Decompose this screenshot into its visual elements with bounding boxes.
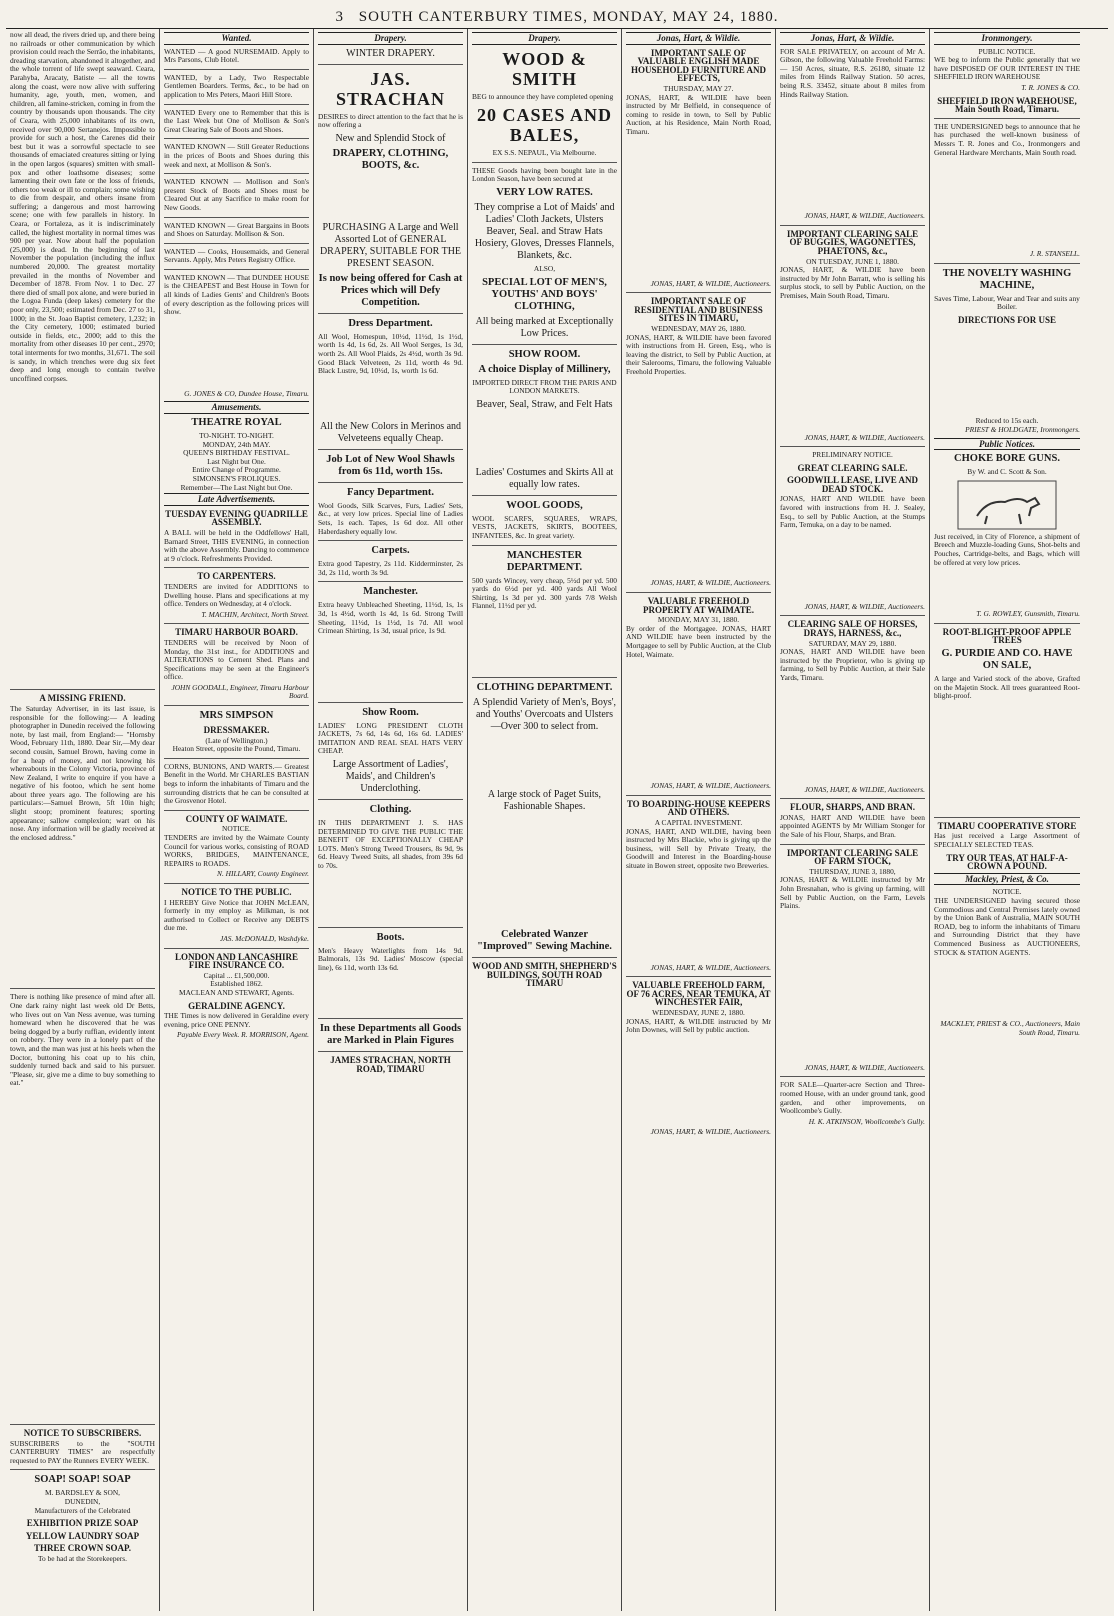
purdie-body: A large and Varied stock of the above, Grafted on the Majetin Stock. All trees guaranteed Root-blight-proof. [934,674,1080,701]
columns [6,29,1108,1611]
clothing-dept-list [472,736,617,786]
auction-signature: JONAS, HART, & WILDIE, Auctioneers. [650,1126,771,1136]
manchester-list-2 [472,613,617,673]
auction-date: THURSDAY, MAY 27. [663,83,734,93]
wanted-ad: WANTED KNOWN — Great Bargains in Boots and Shoes on Saturday. Mollison & Son. [164,220,309,239]
auction-date: WEDNESDAY, JUNE 2, 1880. [652,1007,745,1017]
corns-ad: CORNS, BUNIONS, AND WARTS.— Greatest Benefit in the World. Mr CHARLES BASTIAN begs to inform the inhabitants of Timaru and the surrounding districts that he can be consulted at the Grosvenor Hotel. [164,761,309,806]
clothing-title: Clothing. [369,804,412,816]
jones-signature: T. R. JONES & CO. [1021,82,1080,92]
boots-list [318,974,463,1014]
dog-woodcut-icon [957,480,1057,530]
strachan-new-stock: New and Splendid Stock of [335,132,446,144]
jhw-signature: JONAS, HART, & WILDIE, Auctioneers. [804,1062,925,1072]
farm-list [780,913,925,1063]
coop-body: Has just received a Large Assortment of SPECIALLY SELECTED TEAS. [934,831,1080,849]
horses-title: CLEARING SALE OF HORSES, DRAYS, HARNESS, &c., [787,619,918,639]
horses-list [780,685,925,785]
section-header-late: Late Advertisements. [164,493,309,506]
theatre-line: QUEEN'S BIRTHDAY FESTIVAL. [183,448,290,458]
sewing-machine: Celebrated Wanzer "Improved" Sewing Machine. [477,928,612,952]
section-header-drapery: Drapery. [318,32,463,45]
underclothing: Large Assortment of Ladies', Maids', and Children's Underclothing. [332,759,449,795]
auction-date: MONDAY, MAY 31, 1880. [657,615,740,625]
column-2 [160,29,314,1611]
theatre-line: Entire Change of Programme. [192,465,281,475]
section-header-ironmongery: Ironmongery. [934,32,1080,45]
plain-figures: In these Departments all Goods are Marked in Plain Figures [319,1023,462,1047]
soap-yellow: YELLOW LAUNDRY SOAP [25,1530,140,1541]
harbour-body: TENDERS will be received by Noon of Monday, the 31st inst., for ADDITIONS and ALTERATIONS to Cement Shed. Plans and Specifications may be seen at the Engineer's office. [164,637,309,682]
sheffield-warehouse: SHEFFIELD IRON WAREHOUSE, Main South Road, Timaru. [937,95,1077,115]
jhw-signature: JONAS, HART, & WILDIE, Auctioneers. [804,601,925,611]
auction-title: VALUABLE FREEHOLD PROPERTY AT WAIMATE. [643,596,754,615]
section-header-wanted: Wanted. [164,32,309,45]
boots-title: Boots. [376,931,405,943]
private-sale: FOR SALE PRIVATELY, on account of Mr A. Gibson, the following Valuable Freehold Farms:— 150 Acres, situate, R.S. 26180, situate 12 miles from Hinds Railway Station. 50 acres, being R.S. 33452, situate about 8 miles from Hinds Railway Station. [780,46,925,99]
strachan-name: JAS. STRACHAN [335,68,445,109]
wood-smith-signature: WOOD AND SMITH, SHEPHERD'S BUILDINGS, SOUTH ROAD TIMARU [472,960,617,989]
flour-title: FLOUR, SHARPS, AND BRAN. [789,802,915,813]
manchester-list [318,638,463,698]
auction-list [626,378,771,578]
public-notice-body: I HEREBY Give Notice that JOHN McLEAN, formerly in my employ as Milkman, is not authorised to Collect or Receive any DEBTS due me. [164,897,309,933]
article-continuation [10,385,155,685]
wood-smith-intro: BEG to announce they have completed opening [472,91,614,101]
simpson-late: (Late of Wellington.) [205,735,268,745]
harbour-title: TIMARU HARBOUR BOARD. [175,627,298,638]
horses-body: JONAS, HART AND WILDIE have been instructed by the Proprietor, who is giving up farming, to Sell by Public Auction, at their Sale Yards, Timaru. [780,647,925,682]
section-header-mackley: Mackley, Priest, & Co. [934,873,1080,886]
carpets-title: Carpets. [371,545,410,557]
auction-list [626,1037,771,1127]
buggies-list [780,303,925,433]
page-number: 3 [335,9,344,25]
buggies-date: ON TUESDAY, JUNE 1, 1880. [806,256,899,266]
auction-title: IMPORTANT SALE OF VALUABLE ENGLISH MADE HOUSEHOLD FURNITURE AND EFFECTS, [630,47,767,84]
hats: Beaver, Seal, Straw, and Felt Hats [476,398,613,410]
purdie-title: G. PURDIE AND CO. HAVE ON SALE, [941,648,1073,672]
jhw-signature: JONAS, HART, & WILDIE, Auctioneers. [804,211,925,221]
showroom-title: Show Room. [362,706,419,718]
missing-friend-title: A MISSING FRIEND. [39,693,126,704]
buggies-body: JONAS, HART, & WILDIE have been instructed by Mr John Barratt, who is selling his surplus stock, to sell by Public Auction, on the Premises, Main South Road, Timaru. [780,265,925,300]
dress-title: Dress Department. [348,317,433,329]
horses-date: SATURDAY, MAY 29, 1880. [808,638,897,648]
wanted-ad: WANTED KNOWN — That DUNDEE HOUSE is the CHEAPEST and Best House in Town for all kinds of Ladies Gents' and Children's Boots of every description as the following prices will show. [164,272,309,317]
clothing-list [318,873,463,923]
soap-firm: M. BARDSLEY & SON, [44,1488,121,1498]
soap-where: To be had at the Storekeepers. [38,1553,127,1563]
quadrille-title: TUESDAY EVENING QUADRILLE ASSEMBLY. [165,508,308,528]
wanted-ad: WANTED, by a Lady, Two Respectable Gentlemen Boarders. Terms, &c., to be had on application to Mrs Peters, Maori Hill Store. [164,72,309,99]
masthead [6,6,1108,29]
paget-list [472,816,617,926]
washing-tagline: Saves Time, Labour, Wear and Tear and suits any Boiler. [934,293,1080,312]
millinery: A choice Display of Millinery, [478,363,611,375]
masthead-title: SOUTH CANTERBURY TIMES, MONDAY, MAY 24, 1880. [358,9,779,25]
carpenters-signature: T. MACHIN, Architect, North Street. [201,609,309,619]
fancy-body: Wool Goods, Silk Scarves, Furs, Ladies' Sets, &c., at very low prices. Special line of Ladies Sets, 1s each. Tapes, 1s 6d doz. All other Haberdashery equally low. [318,500,463,536]
insurance-agency: GERALDINE AGENCY. [188,1000,285,1011]
wanted-ad: WANTED Every one to Remember that this is the Last Week but One of Mollison & Son's Great Clearing Sale of Boots and Shoes. [164,107,309,134]
insurance-established: Established 1862. [210,979,263,989]
soap-line: Manufacturers of the Celebrated [34,1505,131,1515]
missing-friend-body: The Saturday Advertiser, in its last issue, is responsible for the following:— A leading photographer in Dunedin received the following note, by last mail, from England:— "Hornsby Wood, February 11th, 1880. Dear Sir,—My dear second cousin, Samuel Brown, having come in for a heap of money, and not knowing his whereabouts in the Colony Victoria, province of New Zealand, I write to enquire if you have a negative of his footoo, which he sent home about three years ago. The following are his particulars:—Samuel Brown, 5ft 10in high; slight stoop; prominent features; sporting appearance; sallow complexion; wart on his nose. Any information will be gladly received at the enclosed address." [10,703,155,842]
waimate-body: TENDERS are invited by the Waimate County Council for various works, consisting of ROAD WORKS, BRIDGES, MAINTENANCE, REPAIRS to ROADS. [164,833,309,868]
guns-list [934,569,1080,609]
times-signature: Payable Every Week. R. MORRISON, Agent. [177,1030,309,1040]
atkinson-signature: H. K. ATKINSON, Woollcombe's Gully. [808,1116,925,1126]
theatre-line: Remember—The Last Night but One. [180,482,293,492]
cases: 20 CASES AND BALES, [476,105,613,146]
auction-title: IMPORTANT SALE OF RESIDENTIAL AND BUSINESS SITES IN TIMARU, [634,296,763,324]
soap-title: SOAP! SOAP! SOAP [34,1474,131,1486]
bought: THESE Goods having been bought late in the London Season, have been secured at [472,165,617,184]
wanted-ad: WANTED — A good NURSEMAID. Apply to Mrs Parsons, Club Hotel. [164,46,309,65]
dundee-signature: G. JONES & CO, Dundee House, Timaru. [184,388,309,398]
guns-by: By W. and C. Scott & Son. [967,467,1047,477]
showroom-body: LADIES' LONG PRESIDENT CLOTH JACKETS, 7s 6d, 14s 6d, 16s 6d. LADIES' IMITATION AND REAL SEAL HATS VERY CHEAP. [318,720,463,756]
theatre-line: MONDAY, 24th MAY. [202,439,271,449]
auction-body: JONAS, HART, & WILDIE instructed by Mr John Downes, will Sell by public auction. [626,1016,771,1035]
merinos: All the New Colors in Merinos and Velveteens equally Cheap. [319,420,462,444]
also: ALSO, [533,263,556,273]
mackley-list [934,959,1080,1019]
quadrille-body: A BALL will be held in the Oddfellows' Hall, Barnard Street, THIS EVENING, in connection with the above Assembly. Dancing to commence at 9 o'clock. Refreshments Provided. [164,527,309,563]
dress-list [318,378,463,418]
public-notice: PUBLIC NOTICE. [978,46,1036,56]
stansell-list [934,159,1080,249]
carpenters-title: TO CARPENTERS. [197,571,276,582]
mackley-signature: MACKLEY, PRIEST & CO., Auctioneers, Main South Road, Timaru. [940,1019,1080,1037]
times-notice: THE Times is now delivered in Geraldine every evening, price ONE PENNY. [164,1011,309,1029]
auction-body: JONAS, HART, & WILDIE have been favored with instructions from H. Green, Esq., who is leaving the district, to Sell by Public Auction, at their Salerooms, Timaru, the following Valuable Freehold Properties. [626,332,771,376]
strachan-intro: DESIRES to direct attention to the fact that he is now offering a [318,111,463,130]
auction-date: A CAPITAL INVESTMENT. [654,818,743,827]
ship: EX S.S. NEPAUL, Via Melbourne. [492,148,597,158]
apple-trees: ROOT-BLIGHT-PROOF APPLE TREES [942,626,1072,646]
auction-title: TO BOARDING-HOUSE KEEPERS AND OTHERS. [626,798,771,818]
clothing-dept-title: CLOTHING DEPARTMENT. [476,681,613,693]
notice-subscribers-title: NOTICE TO SUBSCRIBERS. [23,1427,142,1438]
private-sale-list [780,101,925,211]
column-1 [6,29,160,1611]
exceptional-prices: All being marked at Exceptionally Low Prices. [475,315,614,339]
auction-body: JONAS, HART, AND WILDIE, having been instructed by Mrs Blackie, who is giving up the business, will Sell by Private Treaty, the Goodwill and Interest in the Boarding-house situate in Bowen street, opposite two Breweries. [626,826,771,870]
section-header-jhw: Jonas, Hart, & Wildie. [626,32,771,45]
anecdote: There is nothing like presence of mind after all. One dark rainy night last week old Dr Betts, who lives out on Van Ness avenue, was turning homeward when he discovered that he was being dogged by a burly ruffian, evidently intent on robbery. They were in a lonely part of the town, and the man was just at his heels when the Doctor, buttoning his coat up to his chin, suddenly turned back and said to his pursuer. "Please, sir, give me a dime to buy something to eat." [10,992,155,1088]
public-notice-title: NOTICE TO THE PUBLIC. [181,886,292,897]
auction-signature: JONAS, HART, & WILDIE, Auctioneers. [650,962,771,972]
waimate-notice: NOTICE. [222,824,251,834]
wool-body: WOOL SCARFS, SQUARES, WRAPS, VESTS, JACKETS, SKIRTS, BOOTEES, INFANTEES, &c. In great variety. [472,513,617,540]
buggies-title: IMPORTANT CLEARING SALE OF BUGGIES, WAGONETTES, PHAETONS, &c., [786,228,919,256]
farm-title: IMPORTANT CLEARING SALE OF FARM STOCK, [786,847,919,867]
carpets-body: Extra good Tapestry, 2s 11d. Kidderminster, 2s 3d, 2s 11d, worth 3s 9d. [318,559,463,577]
section-header-public-notices: Public Notices. [934,438,1080,451]
section-header-jhw-2: Jonas, Hart, & Wildie. [780,32,925,45]
auction-list [626,139,771,279]
auction-body: By order of the Mortgagee. JONAS, HART AND WILDIE have been instructed by the Mortgagee to sell by Public Auction, at the Club Hotel, Waimate. [626,623,771,659]
anecdote-continuation [10,1090,155,1420]
wanted-ad: WANTED KNOWN — Mollison and Son's present Stock of Boots and Shoes must be Cleared Out at any Sacrifice to make room for New Goods. [164,177,309,212]
strachan-signature: JAMES STRACHAN, NORTH ROAD, TIMARU [330,1055,451,1074]
section-header-drapery-2: Drapery. [472,32,617,45]
goodwill-list [780,532,925,602]
washing-price: Reduced to 15s each. [975,415,1039,425]
farm-date: THURSDAY, JUNE 3, 1880, [809,866,896,876]
coop-title: TIMARU COOPERATIVE STORE [937,820,1077,831]
soap-crown: THREE CROWN SOAP. [34,1543,131,1554]
wood-smith-firm: WOOD & SMITH [502,48,587,89]
manchester-body: Extra heavy Unbleached Sheeting, 11½d, 1s, 1s 3d, 1s 4½d, worth 1s 4d, 1s 6d. Strong Twill Sheeting, 11½d, 1s 1½d, 1s 7d. All wool Crimean Shirting, 1s 3d, usual price, 1s 9d. [318,600,463,636]
jhw-signature: JONAS, HART, & WILDIE, Auctioneers. [804,432,925,442]
washing-signature: PRIEST & HOLDGATE, Ironmongers. [965,425,1080,435]
carpenters-body: TENDERS are invited for ADDITIONS to Dwelling house. Plans and specifications at my office. Tenders on Wednesday, at 4 o'clock. [164,581,309,609]
auction-list [626,873,771,963]
strachan-offering: Is now being offered for Cash at Prices which will Defy Competition. [318,272,463,308]
article-lead: now all dead, the rivers dried up, and there being no railroads or other communication by which provision could reach the Serrão, the inhabitants, dreading starvation, abandoned it altogether, and the whole torrent of life swept seaward. Ceara, Parahyba, Aracaty, Batiste — all the towns along the coast, were now alive with suffering humanity, age, youth, men, women, and children, all famine-stricken, coming in from the country by thousands upon thousands. The city of Ceara, with 25,000 inhabitants of its own, received over 90,000 Sertanejos. Impossible to provide for such a host, the Carenes did their best but it was a sorrowful spectacle to see thousands of emaciated creatures sitting or lying in the open largos (squares) smitten with small-pox and other loathsome diseases; some lamenting their own fate or the loss of friends, others too weak or ill to complain; some wishing to die from despair, and others insane from suffering; a dangerous and most harrowing scene; one with few parallels in history. In Ceara, or Fortaleza, as it is indiscriminately called, the highest mortality in normal times was 900 per year. Now about half the population (25,000) is dead. In the beginning of last November the population (including the influx numbered 20,000. The greatest mortality prevailed in the months of November and December of 1878. From Nov. 1 to Dec. 27 there died of small pox alone, and were buried in the Logoa Funda (deep lakes) cemetery for the poor only, 23,500; estimated from Dec. 27 to 31, 1000; in the St. Joao Baptist cemetery, 1,232; in the City cemetery, 1000; estimated buried outside in fields, etc., 2000; add to this the mortality from other diseases 10 per cent., 2970; total interments for two months, 31,671. The soil is sandy, in which trenches were dug six feet deep and long enough to contain twelve uncoffined corpses. [10,30,155,383]
lot: They comprise a Lot of Maids' and Ladies' Cloth Jackets, Ulsters Beaver, Seal. and Straw Hats Hosiery, Gloves, Dresses Flannels, Blankets, &c. [474,201,615,261]
manchester-title: Manchester. [363,586,418,598]
goodwill-title: GOODWILL LEASE, LIVE AND DEAD STOCK. [786,475,919,494]
column-6 [776,29,930,1611]
strachan-drapery: DRAPERY, CLOTHING, BOOTS, &c. [332,147,449,171]
strachan-purchasing: PURCHASING A Large and Well Assorted Lot of GENERAL DRAPERY, SUITABLE FOR THE PRESENT SEASON. [319,221,462,269]
dundee-price-list [164,319,309,389]
public-notice-signature: JAS. McDONALD, Washdyke. [219,933,309,943]
notice-subscribers-body: SUBSCRIBERS to the "SOUTH CANTERBURY TIMES" are respectfully requested to PAY the Runners EVERY WEEK. [10,1438,155,1465]
paget-suits: A large stock of Paget Suits, Fashionable Shapes. [487,788,602,812]
strachan-body [318,175,463,219]
guns-title: CHOKE BORE GUNS. [954,453,1060,465]
harbour-signature: JOHN GOODALL, Engineer, Timaru Harbour Board. [171,682,309,701]
auction-signature: JONAS, HART, & WILDIE, Auctioneers. [650,781,771,791]
farm-body: JONAS, HART & WILDIE instructed by Mr John Bresnahan, who is giving up farming, will Sell by Public Auction, on the Farm, Levels Plains. [780,875,925,911]
rowley-signature: T. G. ROWLEY, Gunsmith, Timaru. [976,609,1080,619]
simpson-address: Heaton Street, opposite the Pound, Timaru. [172,744,301,754]
theatre-title: THEATRE ROYAL [191,417,282,429]
fancy-title: Fancy Department. [347,486,434,498]
stansell-body: THE UNDERSIGNED begs to announce that he has purchased the well-known business of Messrs T. R. Jones and Co., Ironmongers and General Hardware Merchants, Main South road. [934,121,1080,157]
auction-date: WEDNESDAY, MAY 26, 1880. [651,323,746,333]
manchester-title-2: MANCHESTER DEPARTMENT. [506,549,583,573]
wanted-ad: WANTED KNOWN — Still Greater Reductions in the prices of Boots and Shoes during this week and next, at Mollison & Son's. [164,142,309,169]
costumes: Ladies' Costumes and Skirts All at equally low rates. [475,466,614,490]
auction-body: JONAS, HART, & WILDIE have been instructed by Mr Belfield, in consequence of coming to reside in town, to Sell by Public Auction, at his Residence, Main North Road, Timaru. [626,92,771,136]
purdie-list [934,703,1080,813]
auction-signature: JONAS, HART, & WILDIE, Auctioneers. [650,578,771,588]
hats-list [472,414,617,464]
dress-body: All Wool, Homespun, 10½d, 11½d, 1s 1½d, worth 1s 4d, 1s 6d, 2s. All Wool Serges, 1s 3d, worth 2s. All Wool Plaids, 2s 4½d, worth 3s 9d. Good Black Velveteen, 2s 11d, worth 4s 9d. Black Lustre, 9d, 10½d, 1s, worth 1s 6d. [318,331,463,376]
auction-signature: JONAS, HART, & WILDIE, Auctioneers. [650,278,771,288]
wool-title: WOOL GOODS, [506,499,583,511]
clothing-body: IN THIS DEPARTMENT J. S. HAS DETERMINED TO GIVE THE PUBLIC THE BENEFIT OF EXCEPTIONALLY CHEAP LOTS. Men's Strong Tweed Trousers, 8s 9d, 9s 6d. Heavy Tweed Suits, all shades, from 39s 6d to 70s. [318,818,463,871]
column-7 [930,29,1084,1611]
guns-body: Just received, in City of Florence, a shipment of Breech and Muzzle-loading Guns, Shot-belts and Pouches, Cartridge-belts, and Bags, which will be offered at very low prices. [934,531,1080,567]
winter-drapery: WINTER DRAPERY. [346,47,435,59]
jhw-signature: JONAS, HART, & WILDIE, Auctioneers. [804,784,925,794]
showroom: SHOW ROOM. [508,348,581,360]
washing-directions: DIRECTIONS FOR USE [957,314,1057,325]
missing-friend-continuation [10,844,155,984]
auction-title: VALUABLE FREEHOLD FARM, OF 76 ACRES, NEAR TEMUKA, AT WINCHESTER FAIR, [626,980,771,1008]
theatre-line: Last Night but One. [207,456,266,466]
simpson-trade: DRESSMAKER. [203,725,270,736]
column-4 [468,29,622,1611]
insurance-capital: Capital ... £1,500,000. [203,970,270,980]
simpson-title: MRS SIMPSON [199,710,274,722]
wanted-ad: WANTED — Cooks, Housemaids, and General Servants. Apply, Mrs Peters Registry Office. [164,246,309,265]
washing-directions-body [934,327,1080,417]
waimate-title: COUNTY OF WAIMATE. [185,813,288,824]
flour-body: JONAS, HART AND WILDIE have been appointed AGENTS by Mr William Stonger for the Sale of his Flour, Sharps, and Bran. [780,812,925,839]
goodwill-body: JONAS, HART AND WILDIE have been favored with instructions from H. J. Sealey, Esq., to sell by Public Auction, at the Stumps Farm, Temuka, on a day to be named. [780,494,925,530]
clothing-dept-body: A Splendid Variety of Men's, Boys', and Youths' Overcoats and Ulsters—Over 300 to select from. [472,696,617,732]
mackley-notice: NOTICE. [992,887,1022,897]
special-lot: SPECIAL LOT OF MEN'S, YOUTHS' AND BOYS' CLOTHING, [482,276,607,312]
for-sale: FOR SALE—Quarter-acre Section and Three-roomed House, with an under ground tank, good garden, and other improvements, on Woollcombe's Gully. [780,1080,925,1116]
soap-exhibition: EXHIBITION PRIZE SOAP [26,1518,139,1529]
great-clearing-sale: GREAT CLEARING SALE. [797,462,908,473]
insurance-title: LONDON AND LANCASHIRE FIRE INSURANCE CO. [174,951,299,971]
section-header-amusements: Amusements. [164,401,309,414]
waimate-signature: N. HILLARY, County Engineer. [217,869,309,879]
washing-title: THE NOVELTY WASHING MACHINE, [942,267,1072,291]
shawls: Job Lot of New Wool Shawls from 6s 11d, worth 15s. [326,453,455,477]
manchester-body-2: 500 yards Wincey, very cheap, 5½d per yd. 500 yards do 6½d per yd. 400 yards All Wool Shirting, 1s 3d per yd. 300 yards 7/8 Welsh Flannel, 11½d per yd. [472,575,617,611]
mackley-body: THE UNDERSIGNED having secured those Commodious and Central Premises lately owned by the Union Bank of Australia, MAIN SOUTH ROAD, beg to inform the inhabitants of Timaru and Surrounding District that they have Commenced Business as AUCTIONEERS, STOCK & STATION AGENTS. [934,895,1080,957]
theatre-line: SIMONSEN'S FROLIQUES. [192,474,281,483]
public-notice-body: WE beg to inform the Public generally that we have DISPOSED OF OUR INTEREST IN THE SHEFFIELD IRON WAREHOUSE [934,55,1080,82]
theatre-line: TO-NIGHT. TO-NIGHT. [199,431,274,441]
column-3 [314,29,468,1611]
column-5 [622,29,776,1611]
soap-city: DUNEDIN, [64,1496,101,1506]
insurance-agents: MACLEAN AND STEWART, Agents. [179,987,294,997]
imported: IMPORTED DIRECT FROM THE PARIS AND LONDON MARKETS. [472,377,617,396]
auction-list [626,661,771,781]
preliminary-notice: PRELIMINARY NOTICE. [812,450,893,460]
low-rates: VERY LOW RATES. [496,186,593,198]
boots-body: Men's Heavy Waterlights from 14s 9d. Balmorals, 13s 9d. Ladies' Moscow (special line), 6s 11d, worth 13s 6d. [318,945,463,972]
stansell-signature: J. R. STANSELL. [1029,249,1080,259]
coop-try: TRY OUR TEAS, AT HALF-A-CROWN A POUND. [946,852,1068,872]
